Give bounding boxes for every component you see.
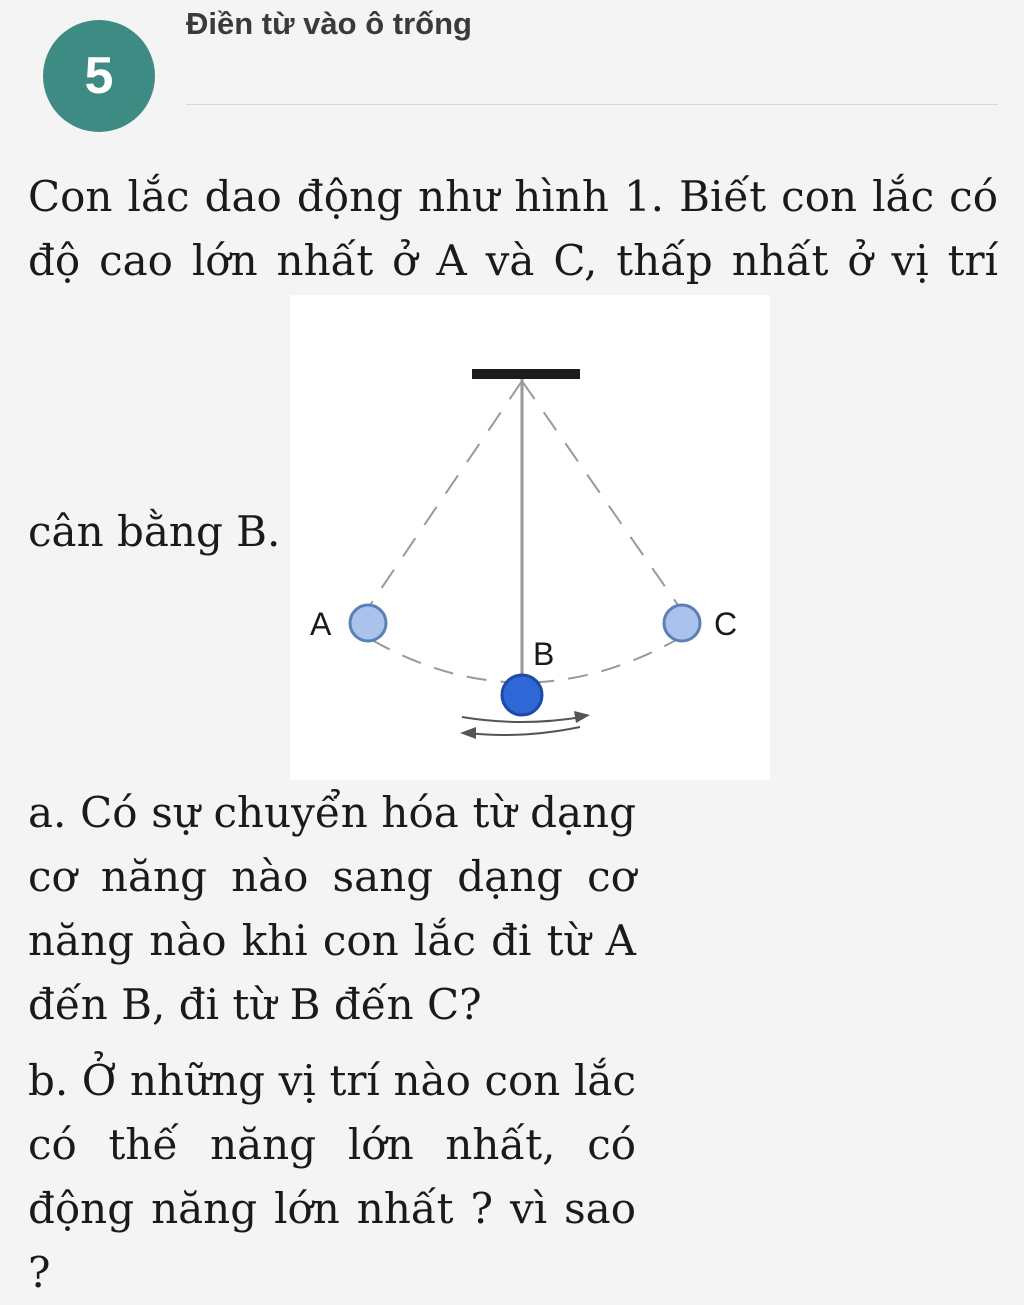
string-to-a bbox=[368, 381, 522, 608]
motion-arc-upper bbox=[462, 717, 582, 722]
question-b-line-3: động năng lớn nhất ? vì sao ? bbox=[28, 1184, 636, 1297]
question-a-line-1: a. Có sự chuyển hóa từ dạng bbox=[28, 788, 636, 837]
label-a: A bbox=[310, 606, 332, 642]
string-to-c bbox=[522, 381, 680, 608]
question-number-badge bbox=[43, 20, 155, 132]
question-a-line-2: cơ năng nào sang dạng cơ bbox=[28, 852, 636, 901]
question-b bbox=[28, 1049, 636, 1305]
problem-line-1: Con lắc dao động như hình 1. Biết con lắc có bbox=[28, 172, 998, 221]
pendulum-support bbox=[472, 369, 580, 379]
question-b-line-1: b. Ở những vị trí nào con lắc bbox=[28, 1056, 636, 1105]
problem-statement bbox=[28, 165, 998, 293]
question-b-line-2: có thế năng lớn nhất, có bbox=[28, 1120, 636, 1169]
pendulum-figure bbox=[290, 295, 770, 780]
bob-a bbox=[350, 605, 386, 641]
question-number: 5 bbox=[84, 47, 114, 105]
bob-b bbox=[502, 675, 542, 715]
header-divider bbox=[186, 104, 998, 105]
question-a-line-3: năng nào khi con lắc đi từ A bbox=[28, 916, 636, 965]
motion-arc-lower bbox=[468, 727, 580, 735]
question-a bbox=[28, 781, 636, 1037]
pendulum-diagram bbox=[290, 295, 770, 780]
label-c: C bbox=[714, 606, 738, 642]
question-a-line-4: đến B, đi từ B đến C? bbox=[28, 980, 482, 1029]
motion-arrow-left bbox=[460, 727, 476, 739]
bob-c bbox=[664, 605, 700, 641]
instruction-title: Điền từ vào ô trống bbox=[186, 6, 472, 41]
problem-line-2: độ cao lớn nhất ở A và C, thấp nhất ở vị trí bbox=[28, 236, 998, 285]
label-b: B bbox=[533, 636, 555, 672]
motion-arrow-right bbox=[574, 711, 590, 723]
problem-line-3: cân bằng B. bbox=[28, 507, 281, 556]
